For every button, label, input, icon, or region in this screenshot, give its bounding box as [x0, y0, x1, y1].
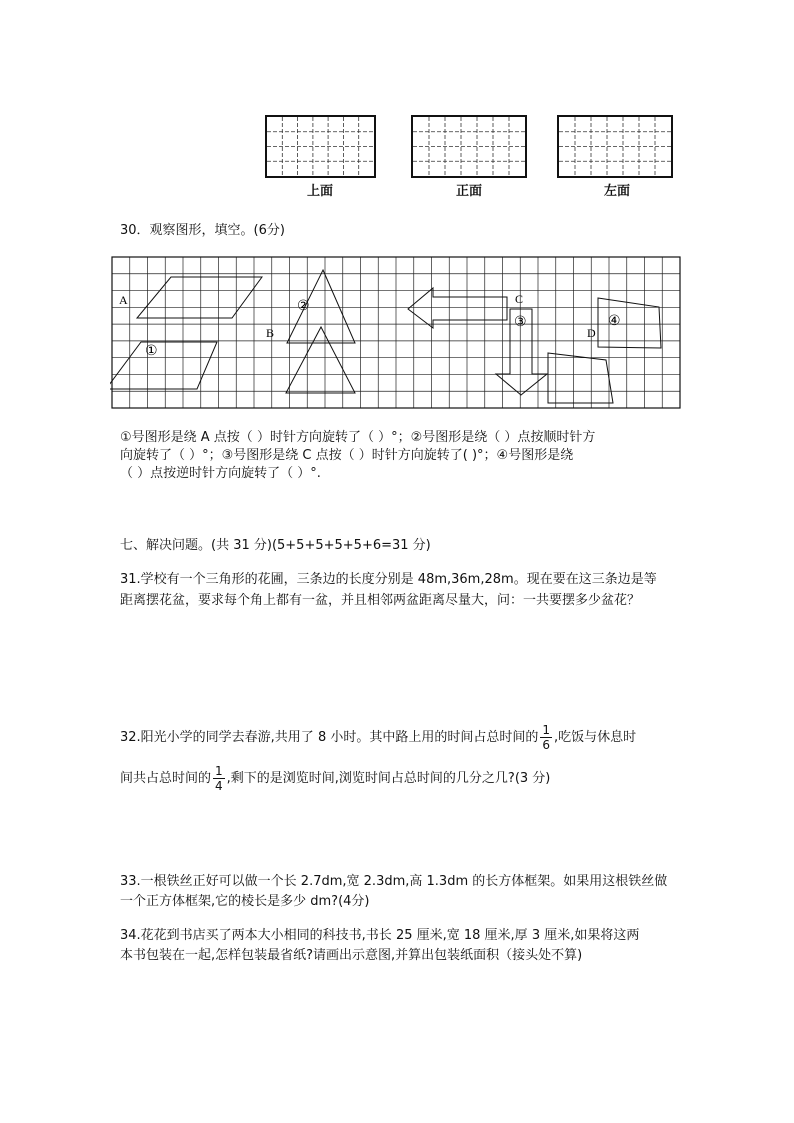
frac2-den: 4	[215, 779, 223, 793]
label-c: C	[515, 292, 524, 306]
label-a: A	[119, 293, 128, 307]
q32-line2	[120, 760, 680, 798]
q34-line1: 34.花花到书店买了两本大小相同的科技书,书长 25 厘米,宽 18 厘米,厚 3 厘米,如果将这两	[120, 928, 640, 943]
parallelogram-a	[137, 277, 262, 318]
label-circle-2: ②	[297, 298, 310, 314]
frac2-num: 1	[215, 764, 223, 778]
label-b: B	[266, 326, 275, 340]
fraction-one-fourth	[213, 764, 225, 793]
front-view-grid	[411, 115, 527, 178]
q31-line1: 31.学校有一个三角形的花圃，三条边的长度分别是 48m,36m,28m。现在要在这三条边是等	[120, 572, 657, 587]
quadrilateral-d	[548, 353, 613, 403]
section-7-heading: 七、解决问题。(共 31 分)(5+5+5+5+5+6=31 分)	[120, 538, 431, 553]
q30-line1: ①号图形是绕 A 点按（ ）时针方向旋转了（ ）°；②号图形是绕（ ）点按顺时针方	[120, 430, 596, 445]
top-view-label: 上面	[306, 184, 333, 199]
front-view-grid-lines	[413, 117, 525, 176]
arrow-left	[408, 288, 507, 328]
triangle-b	[286, 327, 355, 393]
left-view-grid-lines	[559, 117, 671, 176]
q32-line1a: 32.阳光小学的同学去春游,共用了 8 小时。其中路上用的时间占总时间的	[120, 730, 539, 745]
q33-line1: 33.一根铁丝正好可以做一个长 2.7dm,宽 2.3dm,高 1.3dm 的长方体框架。如果用这根铁丝做	[120, 874, 668, 889]
q32-line2a: 间共占总时间的	[120, 771, 212, 786]
label-circle-4: ④	[608, 313, 621, 329]
q32-line2b: ,剩下的是浏览时间,浏览时间占总时间的几分之几?(3 分)	[226, 771, 551, 786]
q34-line2: 本书包装在一起,怎样包装最省纸?请画出示意图,并算出包装纸面积（接头处不算)	[120, 948, 583, 963]
fraction-one-sixth	[540, 723, 552, 752]
q30-figure-grid	[110, 255, 682, 410]
label-circle-3: ③	[514, 314, 527, 330]
q31-line2: 距离摆花盆，要求每个角上都有一盆，并且相邻两盆距离尽量大，问：一共要摆多少盆花？	[120, 593, 641, 608]
label-d: D	[587, 326, 596, 340]
q30-line2: 向旋转了（ ）°；③号图形是绕 C 点按（ ）时针方向旋转了( )°；④号图形是绕	[120, 448, 574, 463]
left-view-grid	[557, 115, 673, 178]
q32-line1b: ,吃饭与休息时	[553, 730, 637, 745]
front-view-label: 正面	[455, 184, 482, 199]
left-view-label: 左面	[603, 184, 630, 199]
q33-line2: 一个正方体框架,它的棱长是多少 dm?(4分)	[120, 894, 370, 909]
top-view-grid-lines	[267, 117, 374, 176]
q30-title: 30．观察图形，填空。(6分)	[120, 223, 285, 238]
frac1-num: 1	[542, 723, 550, 737]
label-circle-1: ①	[145, 343, 158, 359]
frac1-den: 6	[542, 738, 550, 752]
q32-line1	[120, 719, 680, 757]
q30-line3: （ ）点按逆时针方向旋转了（ ）°.	[120, 466, 321, 481]
top-view-grid	[265, 115, 376, 178]
